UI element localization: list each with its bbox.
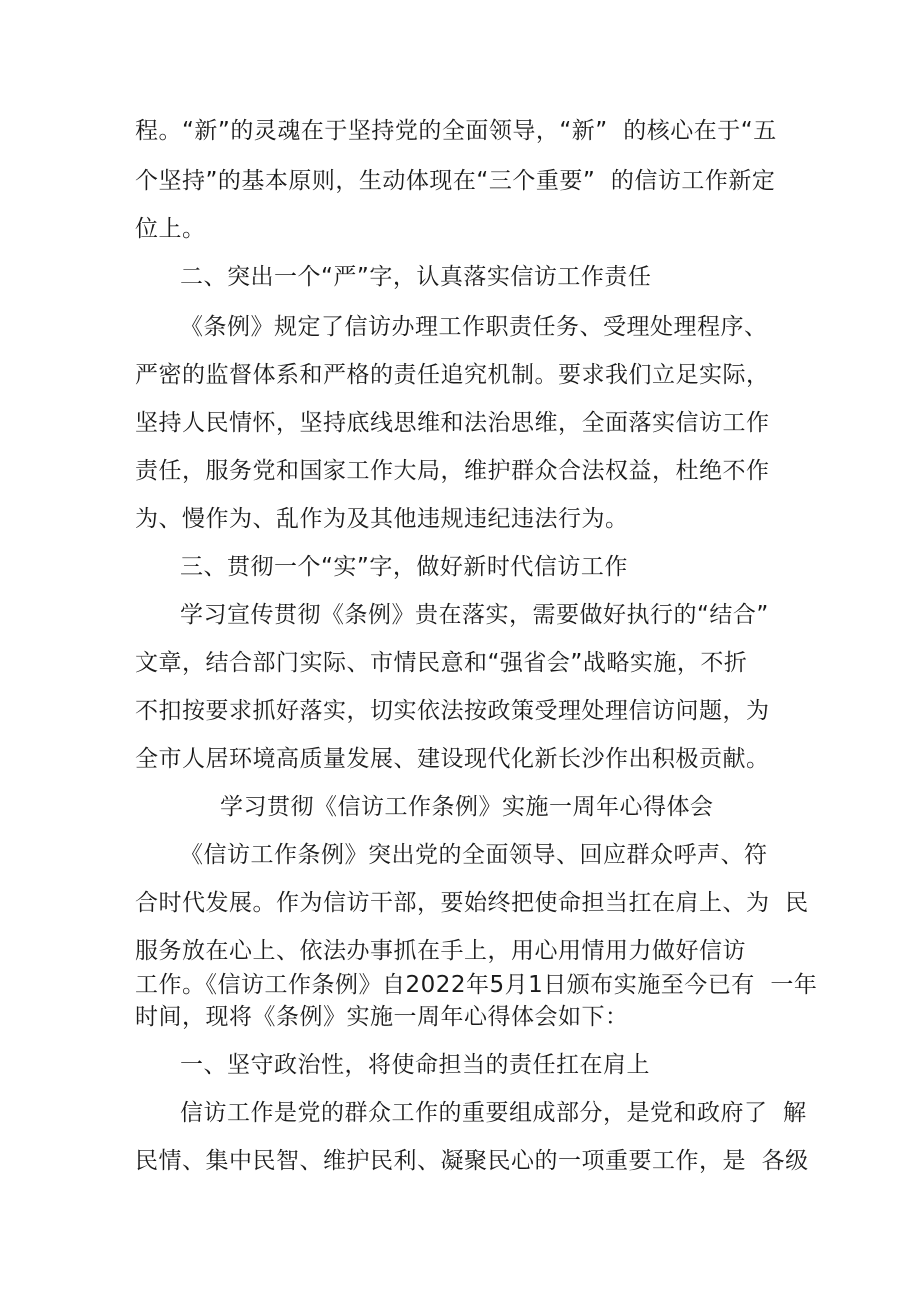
text-line: 信访工作是党的群众工作的重要组成部分，是党和政府了 解 [180,1100,807,1126]
section-heading: 一、坚守政治性，将使命担当的责任扛在肩上 [180,1052,650,1078]
text-line: 合时代发展。作为信访干部，要始终把使命担当扛在肩上、为 民 [135,890,809,916]
text-line: 学习宣传贯彻《条例》贵在落实，需要做好执行的“结合” [180,602,769,628]
text-line: 坚持人民情怀，坚持底线思维和法治思维，全面落实信访工作 [135,410,770,436]
text-line: 全市人居环境高质量发展、建设现代化新长沙作出积极贡献。 [135,746,770,772]
text-line: 《条例》规定了信访办理工作职责任务、受理处理程序、 [180,314,768,340]
text-line: 时间，现将《条例》实施一周年心得体会如下： [135,1004,629,1030]
section-heading: 三、贯彻一个“实”字，做好新时代信访工作 [180,554,628,580]
text-line: 服务放在心上、依法办事抓在手上，用心用情用力做好信访 [135,938,746,964]
text-line: 责任，服务党和国家工作大局，维护群众合法权益，杜绝不作 [135,458,770,484]
text-line: 文章，结合部门实际、市情民意和“强省会”战略实施，不折 [135,650,748,676]
text-line: 为、慢作为、乱作为及其他违规违纪违法行为。 [135,506,629,532]
document-title: 学习贯彻《信访工作条例》实施一周年心得体会 [220,794,714,820]
text-line: 严密的监督体系和严格的责任追究机制。要求我们立足实际， [135,362,770,388]
text-line: 程。“新”的灵魂在于坚持党的全面领导，“新” 的核心在于“五 [135,118,777,144]
text-line: 个坚持”的基本原则，生动体现在“三个重要” 的信访工作新定 [135,168,776,194]
text-line: 《信访工作条例》突出党的全面领导、回应群众呼声、符 [180,842,768,868]
text-line: 不扣按要求抓好落实，切实依法按政策受理处理信访问题，为 [135,698,770,724]
text-line: 民情、集中民智、维护民利、凝聚民心的一项重要工作，是 各级 [135,1148,809,1174]
text-line: 工作。《信访工作条例》自2022年5月1日颁布实施至今已有 一年 [135,972,818,998]
section-heading: 二、突出一个“严”字，认真落实信访工作责任 [180,264,652,290]
text-line: 位上。 [135,216,206,242]
